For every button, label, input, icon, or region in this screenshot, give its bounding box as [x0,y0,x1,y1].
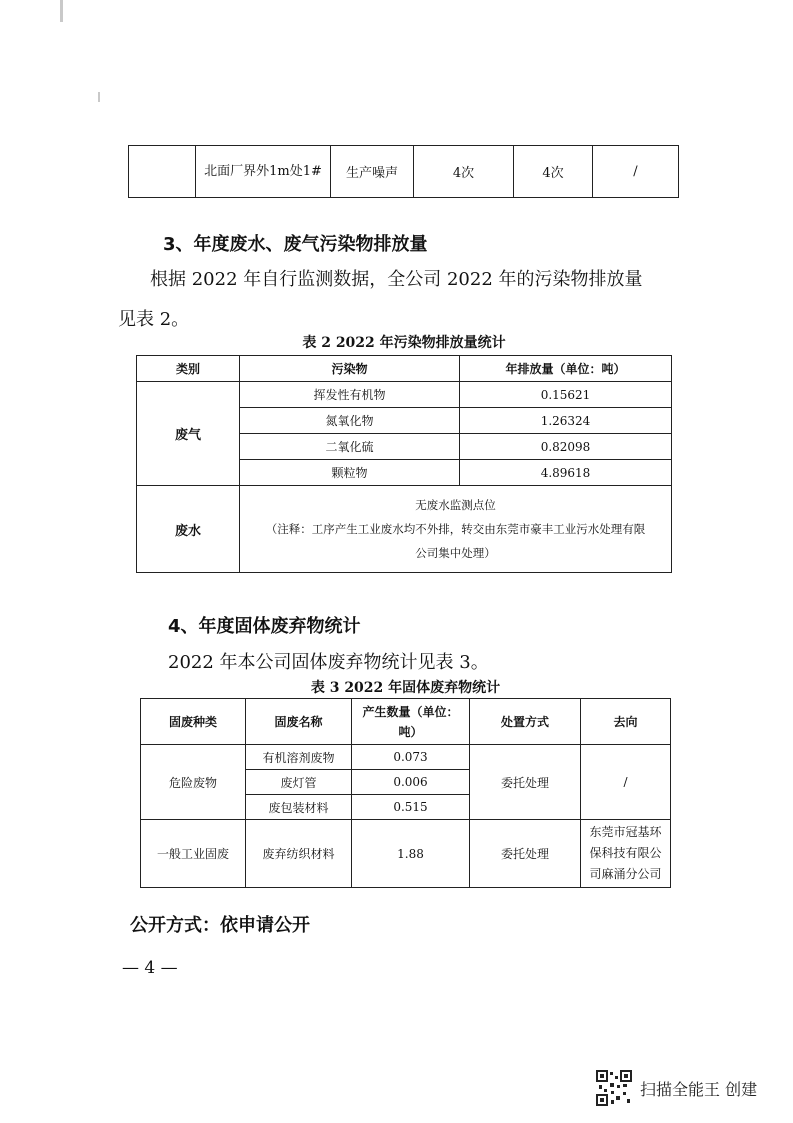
scan-mark [60,0,63,22]
water-note-line: 无废水监测点位 [415,498,496,512]
count-cell: 4次 [514,146,593,198]
category-water: 废水 [137,486,240,573]
solid-waste-table [140,698,671,888]
header-amount: 产生数量（单位：吨） [352,699,470,745]
amount-cell: 4.89618 [460,460,672,486]
category-general: 一般工业固废 [141,820,246,888]
scanner-watermark [596,1070,757,1106]
water-note-cell [240,486,672,573]
pollutant-cell: 氮氧化物 [240,408,460,434]
item-cell: 生产噪声 [331,146,414,198]
paragraph-line: 见表 2。 [118,309,190,330]
empty-cell [129,146,196,198]
disposal-cell: 委托处理 [470,820,581,888]
amount-cell: 0.073 [352,745,470,770]
header-waste-name: 固废名称 [246,699,352,745]
amount-cell: 0.15621 [460,382,672,408]
amount-cell: 0.82098 [460,434,672,460]
pollutant-cell: 颗粒物 [240,460,460,486]
water-note-line: （注释：工序产生工业废水均不外排，转交由东莞市豪丰工业污水处理有限 [265,522,646,536]
waste-name-cell: 废弃纺织材料 [246,820,352,888]
page-number: — 4 — [122,958,178,978]
amount-cell: 0.515 [352,795,470,820]
watermark-text: 扫描全能王 创建 [640,1079,758,1099]
noise-table [128,145,679,198]
water-note-line: 公司集中处理） [415,546,496,560]
paragraph-line: 根据 2022 年自行监测数据，全公司 2022 年的污染物排放量 [150,269,643,290]
pollutant-cell: 挥发性有机物 [240,382,460,408]
section-4-heading: 4、年度固体废弃物统计 [168,616,361,637]
amount-cell: 0.006 [352,770,470,795]
paragraph-line: 2022 年本公司固体废弃物统计见表 3。 [168,652,489,673]
slash-cell: / [593,146,679,198]
header-destination: 去向 [581,699,671,745]
amount-cell: 1.26324 [460,408,672,434]
waste-name-cell: 有机溶剂废物 [246,745,352,770]
header-waste-type: 固废种类 [141,699,246,745]
disposal-cell: 委托处理 [470,745,581,820]
amount-cell: 1.88 [352,820,470,888]
header-pollutant: 污染物 [240,356,460,382]
table-2-caption: 表 2 2022 年污染物排放量统计 [302,335,506,351]
waste-name-cell: 废灯管 [246,770,352,795]
header-category: 类别 [137,356,240,382]
table-3-caption: 表 3 2022 年固体废弃物统计 [310,680,501,696]
section-3-heading: 3、年度废水、废气污染物排放量 [163,234,428,255]
count-cell: 4次 [414,146,514,198]
scan-mark [98,92,100,102]
destination-cell: / [581,745,671,820]
disclosure-method: 公开方式：依申请公开 [130,915,310,936]
header-amount: 年排放量（单位：吨） [460,356,672,382]
destination-cell: 东莞市冠基环保科技有限公司麻涌分公司 [581,820,671,888]
waste-name-cell: 废包装材料 [246,795,352,820]
pollutant-cell: 二氧化硫 [240,434,460,460]
emission-table [136,355,672,573]
category-gas: 废气 [137,382,240,486]
location-cell: 北面厂界外1m处1# [196,146,331,198]
category-hazardous: 危险废物 [141,745,246,820]
header-disposal: 处置方式 [470,699,581,745]
qr-code-icon [596,1070,632,1106]
